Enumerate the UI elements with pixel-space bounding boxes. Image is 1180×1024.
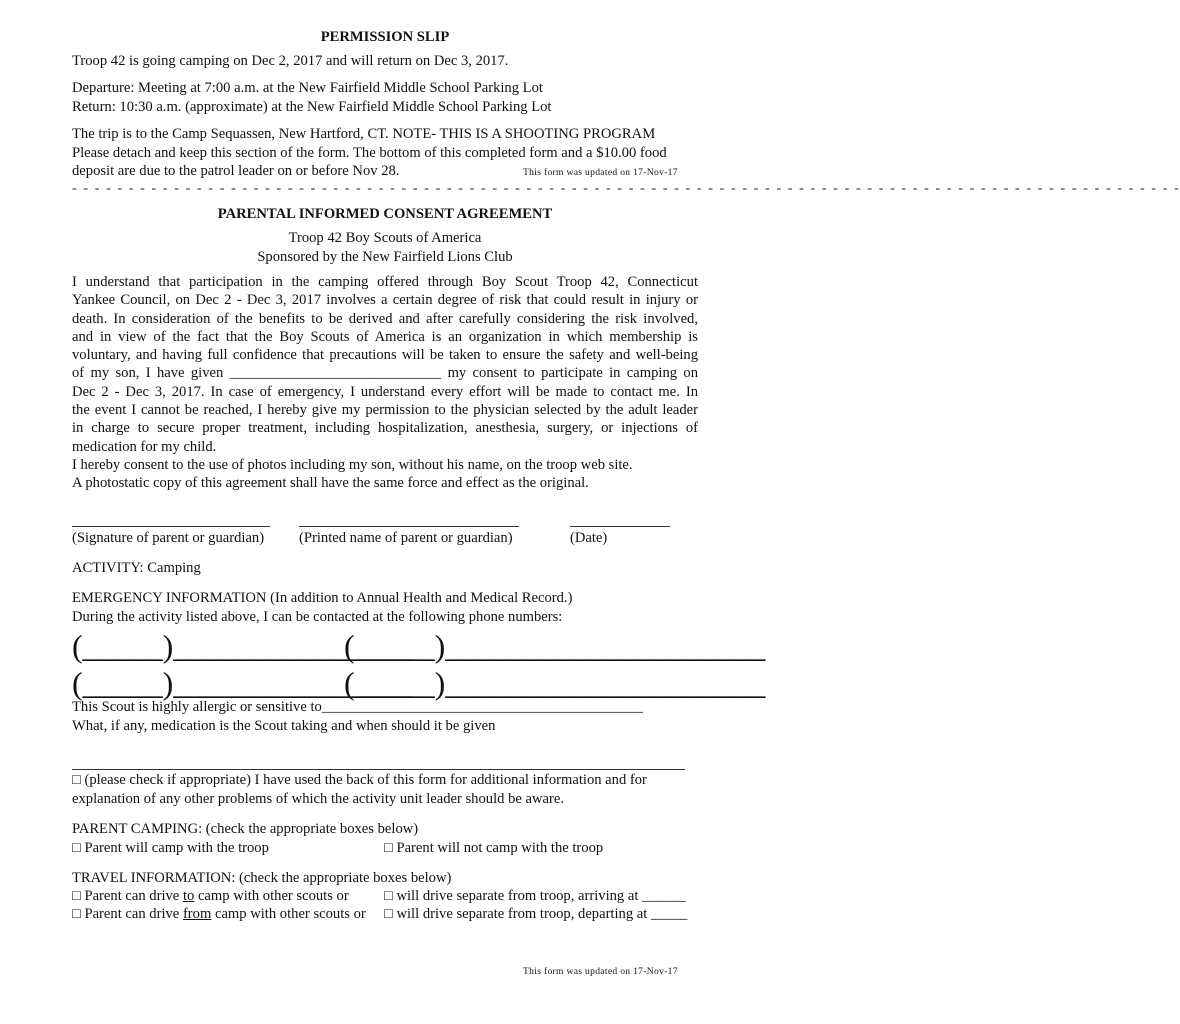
consent-line: voluntary, and having full confidence that precautions will be taken to ensure the safety and well-being bbox=[72, 347, 698, 364]
drive-to-prefix: □ Parent can drive bbox=[72, 888, 183, 904]
consent-line: death. In consideration of the benefits to be derived and after carefully considering the risk involved, bbox=[72, 310, 698, 327]
arriving-checkbox[interactable]: □ will drive separate from troop, arriving at ______ bbox=[384, 888, 686, 904]
return-info: Return: 10:30 a.m. (approximate) at the New Fairfield Middle School Parking Lot bbox=[72, 99, 552, 115]
phone-field-4[interactable]: (_____)____________________ bbox=[344, 665, 766, 701]
drive-from-camp-checkbox[interactable] bbox=[72, 906, 366, 923]
emergency-intro: During the activity listed above, I can be contacted at the following phone numbers: bbox=[72, 609, 563, 625]
permission-slip-title: PERMISSION SLIP bbox=[320, 29, 450, 45]
medication-answer-line[interactable] bbox=[72, 769, 685, 770]
detach-separator: - - - - - - - - - - - - - - - - - - - - - - - - - - - - - - - - - - - - - - - - - - - - - - - - - - - - - - - - - - - - - - - - - - - - - - - - - - - - - - - - - - - - - - - - - - - - - - - - - - bbox=[72, 181, 1180, 196]
departing-checkbox[interactable]: □ will drive separate from troop, departing at _____ bbox=[384, 906, 688, 922]
emergency-heading: EMERGENCY INFORMATION (In addition to Annual Health and Medical Record.) bbox=[72, 590, 573, 606]
activity-label: ACTIVITY: Camping bbox=[72, 560, 201, 576]
phone-field-2[interactable]: (_____)____________________ bbox=[344, 628, 766, 664]
consent-body bbox=[72, 273, 698, 493]
printed-name-line[interactable] bbox=[299, 526, 519, 527]
phone-field-1[interactable]: (_____)_______________ bbox=[72, 628, 414, 664]
consent-line: Yankee Council, on Dec 2 - Dec 3, 2017 involves a certain degree of risk that could result in injury or bbox=[72, 292, 698, 309]
photo-consent: I hereby consent to the use of photos including my son, without his name, on the troop web site. bbox=[72, 456, 633, 473]
consent-line: in charge to secure proper treatment, including hospitalization, anesthesia, surgery, or injections of bbox=[72, 420, 698, 437]
signature-label: (Signature of parent or guardian) bbox=[72, 530, 265, 546]
allergy-field[interactable]: This Scout is highly allergic or sensitive to____________________________________________ bbox=[72, 699, 643, 715]
trip-location: The trip is to the Camp Sequassen, New Hartford, CT. NOTE- THIS IS A SHOOTING PROGRAM bbox=[72, 126, 656, 142]
sponsor-org: Sponsored by the New Fairfield Lions Club bbox=[257, 249, 513, 265]
drive-to-suffix: camp with other scouts or bbox=[194, 888, 349, 904]
consent-line: medication for my child. bbox=[72, 438, 217, 455]
medication-question: What, if any, medication is the Scout taking and when should it be given bbox=[72, 718, 496, 734]
travel-heading: TRAVEL INFORMATION: (check the appropriate boxes below) bbox=[72, 870, 452, 886]
phone-field-3[interactable]: (_____)_______________ bbox=[72, 665, 414, 701]
detach-note: Please detach and keep this section of the form. The bottom of this completed form and a $10.00 food bbox=[72, 145, 667, 161]
date-label: (Date) bbox=[570, 530, 608, 546]
troop-org: Troop 42 Boy Scouts of America bbox=[288, 230, 482, 246]
updated-note-bottom: This form was updated on 17-Nov-17 bbox=[523, 966, 678, 977]
drive-to-underlined: to bbox=[182, 888, 195, 904]
back-of-form-checkbox[interactable]: □ (please check if appropriate) I have used the back of this form for additional information and for bbox=[72, 772, 647, 788]
parent-camping-heading: PARENT CAMPING: (check the appropriate boxes below) bbox=[72, 821, 419, 837]
drive-from-prefix: □ Parent can drive bbox=[72, 906, 183, 922]
departure-info: Departure: Meeting at 7:00 a.m. at the New Fairfield Middle School Parking Lot bbox=[72, 80, 543, 96]
deposit-note: deposit are due to the patrol leader on or before Nov 28. bbox=[72, 163, 400, 179]
updated-note-top: This form was updated on 17-Nov-17 bbox=[523, 167, 678, 178]
drive-from-suffix: camp with other scouts or bbox=[211, 906, 366, 922]
date-line[interactable] bbox=[570, 526, 670, 527]
consent-title: PARENTAL INFORMED CONSENT AGREEMENT bbox=[217, 206, 553, 222]
consent-line: the event I cannot be reached, I hereby give my permission to the physician selected by the adult leader bbox=[72, 402, 698, 419]
parent-will-not-camp-checkbox[interactable]: □ Parent will not camp with the troop bbox=[384, 840, 604, 856]
trip-dates: Troop 42 is going camping on Dec 2, 2017 and will return on Dec 3, 2017. bbox=[72, 53, 509, 69]
consent-line: Dec 2 - Dec 3, 2017. In case of emergency, I understand every effort will be made to contact me. In bbox=[72, 383, 698, 400]
photostatic-note: A photostatic copy of this agreement shall have the same force and effect as the original. bbox=[72, 475, 589, 492]
consent-line: and in view of the fact that the Boy Scouts of America is an organization in which membership is bbox=[72, 328, 698, 345]
back-of-form-note: explanation of any other problems of which the activity unit leader should be aware. bbox=[72, 791, 564, 807]
printed-name-label: (Printed name of parent or guardian) bbox=[299, 530, 513, 546]
parent-will-camp-checkbox[interactable]: □ Parent will camp with the troop bbox=[72, 840, 269, 856]
consent-line: of my son, I have given _____________________________ my consent to participate in camping on bbox=[72, 365, 698, 382]
drive-to-camp-checkbox[interactable] bbox=[72, 888, 349, 905]
consent-line: I understand that participation in the camping offered through Boy Scout Troop 42, Connecticut bbox=[72, 274, 698, 290]
drive-from-underlined: from bbox=[182, 906, 212, 922]
signature-line[interactable] bbox=[72, 526, 270, 527]
